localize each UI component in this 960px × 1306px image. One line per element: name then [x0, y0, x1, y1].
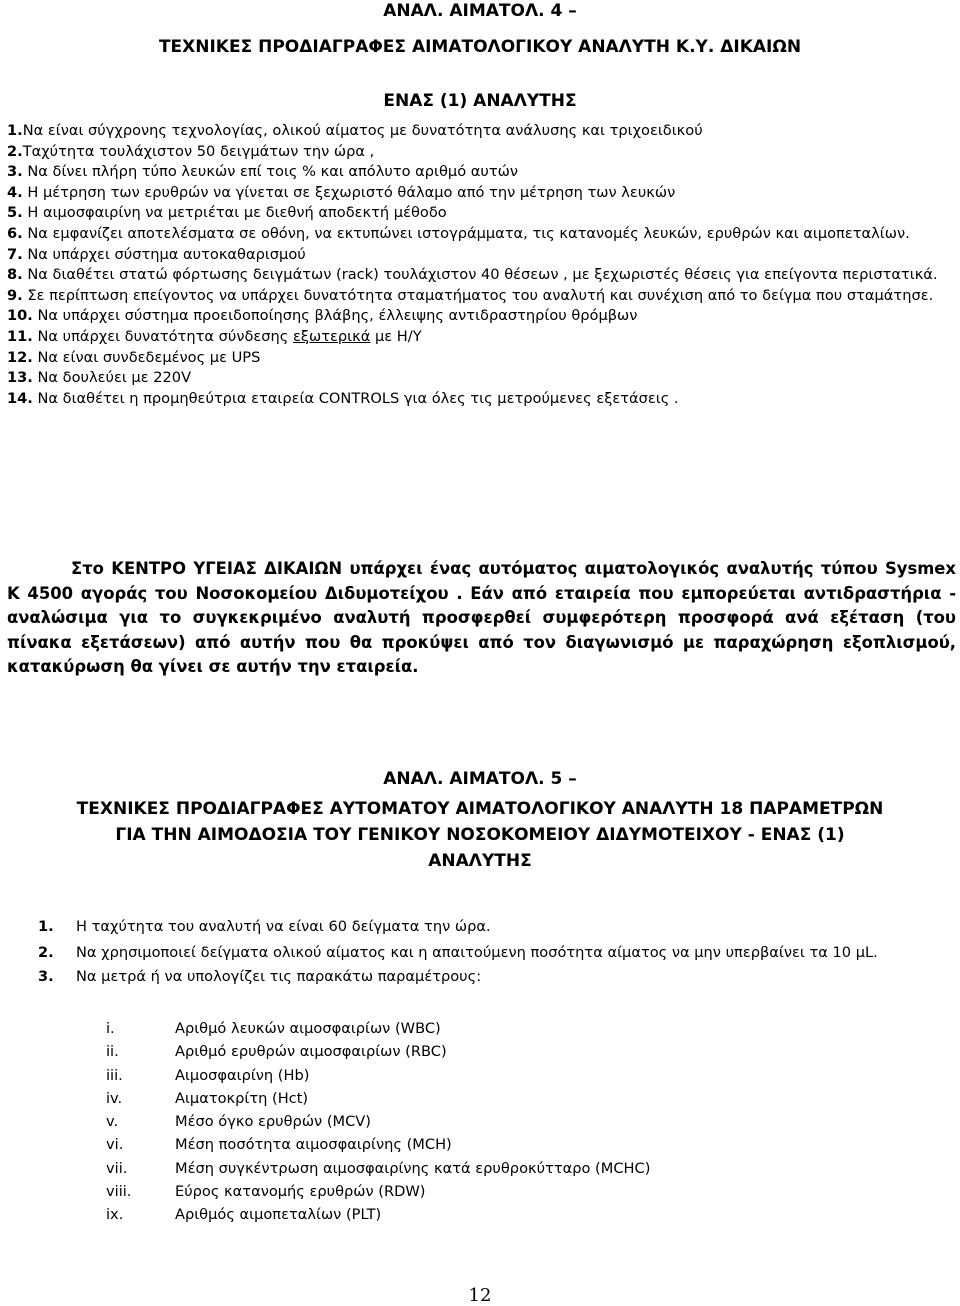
parameter-number: vi.: [106, 1136, 124, 1154]
item-number: 1.: [7, 122, 23, 139]
parameter-item: [106, 1157, 706, 1180]
item-number: 2.: [7, 142, 23, 160]
item-number: 8.: [7, 266, 23, 284]
item-text: Να δουλεύει με 220V: [32, 369, 192, 387]
item-number: 14.: [7, 389, 33, 407]
parameter-item: [106, 1110, 706, 1133]
item-number: 11.: [7, 327, 33, 345]
parameter-item: [106, 1133, 706, 1156]
section2-title-line1: ΑΝΑΛ. ΑΙΜΑΤΟΛ. 5 –: [383, 769, 577, 789]
parameter-text: Αιμοσφαιρίνη (Hb): [175, 1066, 310, 1084]
parameter-text: Αιματοκρίτη (Hct): [175, 1089, 309, 1107]
parameter-text: Μέσο όγκο ερυθρών (MCV): [175, 1113, 371, 1131]
item-number: 5.: [7, 204, 23, 222]
parameter-number: v.: [106, 1113, 119, 1131]
item-text: Να διαθέτει η προμηθεύτρια εταιρεία CONTROLS για όλες τις μετρούμενες εξετάσεις .: [32, 389, 679, 407]
list-item: [7, 327, 957, 348]
parameter-item: [106, 1180, 706, 1203]
item-text: Να είναι συνδεδεμένος με UPS: [32, 348, 261, 366]
list-item: [38, 917, 956, 938]
list-item: [7, 183, 957, 204]
parameter-text: Μέση συγκέντρωση αιμοσφαιρίνης κατά ερυθροκύτταρο (MCHC): [175, 1159, 651, 1177]
item-number: 2.: [38, 943, 54, 961]
item-text: Η μέτρηση των ερυθρών να γίνεται σε ξεχωριστό θάλαμο από την μέτρηση των λευκών: [22, 183, 676, 201]
section1-title-line3: ΕΝΑΣ (1) ΑΝΑΛΥΤΗΣ: [383, 91, 577, 111]
section1-title-line1: ΑΝΑΛ. ΑΙΜΑΤΟΛ. 4 –: [383, 1, 577, 21]
section1-note-paragraph: [7, 557, 956, 680]
item-text: Να υπάρχει σύστημα προειδοποίησης βλάβης, έλλειψης αντιδραστηρίου θρόμβων: [32, 307, 638, 325]
list-item: [7, 245, 957, 266]
list-item: [38, 943, 956, 964]
parameter-item: [106, 1040, 706, 1063]
item-text: Να είναι σύγχρονης τεχνολογίας, ολικού αίματος με δυνατότητα ανάλυσης και τριχοειδικού: [22, 122, 703, 139]
parameter-number: ix.: [106, 1206, 124, 1224]
item-text: Η αιμοσφαιρίνη να μετριέται με διεθνή αποδεκτή μέθοδο: [22, 204, 447, 222]
parameter-number: viii.: [106, 1183, 132, 1201]
item-number: 12.: [7, 348, 33, 366]
item-number: 13.: [7, 369, 33, 387]
item-text: Να διαθέτει στατώ φόρτωσης δειγμάτων (rack) τουλάχιστον 40 θέσεων , με ξεχωριστές θέσεις για επείγοντα περιστατικά.: [22, 266, 938, 284]
item-number: 3.: [38, 968, 54, 986]
parameter-item: [106, 1017, 706, 1040]
parameters-list: [106, 1017, 706, 1227]
parameter-text: Μέση ποσότητα αιμοσφαιρίνης (MCH): [175, 1136, 452, 1154]
list-item: [7, 203, 957, 224]
list-item: [7, 265, 957, 286]
parameter-item: [106, 1203, 706, 1226]
parameter-number: iii.: [106, 1066, 123, 1084]
parameter-text: Αριθμό λευκών αιμοσφαιρίων (WBC): [175, 1020, 441, 1037]
item-number: 6.: [7, 224, 23, 242]
list-item: [7, 306, 957, 327]
item-number: 9.: [7, 286, 23, 304]
list-item: [7, 224, 957, 245]
list-item: [7, 286, 957, 307]
item-text-underlined: εξωτερικά: [293, 327, 371, 345]
section2-title-line2: ΤΕΧΝΙΚΕΣ ΠΡΟΔΙΑΓΡΑΦΕΣ ΑΥΤΟΜΑΤΟΥ ΑΙΜΑΤΟΛΟΓΙΚΟΥ ΑΝΑΛΥΤΗ 18 ΠΑΡΑΜΕΤΡΩΝ: [76, 799, 884, 819]
item-text: Να χρησιμοποιεί δείγματα ολικού αίματος και η απαιτούμενη ποσότητα αίματος να μην υπερβαίνει τα 10 μL.: [76, 943, 878, 961]
section2-title-line3: ΓΙΑ ΤΗΝ ΑΙΜΟΔΟΣΙΑ ΤΟΥ ΓΕΝΙΚΟΥ ΝΟΣΟΚΟΜΕΙΟΥ ΔΙΔΥΜΟΤΕΙΧΟΥ - ΕΝΑΣ (1): [115, 825, 845, 845]
list-item: [7, 162, 957, 183]
section2-requirements-list: [38, 917, 956, 988]
item-text: Ταχύτητα τουλάχιστον 50 δειγμάτων την ώρα ,: [22, 142, 375, 160]
section1-requirements-list: [7, 121, 957, 409]
parameter-number: iv.: [106, 1089, 123, 1107]
list-item: [7, 142, 957, 163]
item-text: με Η/Υ: [370, 327, 422, 345]
section1-title-line2: ΤΕΧΝΙΚΕΣ ΠΡΟΔΙΑΓΡΑΦΕΣ ΑΙΜΑΤΟΛΟΓΙΚΟΥ ΑΝΑΛΥΤΗ Κ.Υ. ΔΙΚΑΙΩΝ: [158, 37, 802, 57]
item-number: 4.: [7, 183, 23, 201]
page-number: 12: [468, 1285, 492, 1306]
list-item: [7, 368, 957, 389]
parameter-text: Αριθμό ερυθρών αιμοσφαιρίων (RBC): [175, 1043, 447, 1061]
list-item: [7, 121, 957, 142]
section2-title-line4: ΑΝΑΛΥΤΗΣ: [428, 851, 532, 871]
parameter-number: ii.: [106, 1043, 119, 1061]
parameter-number: vii.: [106, 1159, 128, 1177]
parameter-item: [106, 1064, 706, 1087]
item-text: Η ταχύτητα του αναλυτή να είναι 60 δείγματα την ώρα.: [76, 918, 491, 935]
item-text: Σε περίπτωση επείγοντος να υπάρχει δυνατότητα σταματήματος του αναλυτή και συνέχιση από το δείγμα που σταμάτησε.: [22, 286, 934, 304]
item-number: 7.: [7, 245, 23, 263]
item-text: Να εμφανίζει αποτελέσματα σε οθόνη, να εκτυπώνει ιστογράμματα, τις κατανομές λευκών, ερυθρών και αιμοπεταλίων.: [22, 224, 910, 242]
list-item: [7, 348, 957, 369]
parameter-item: [106, 1087, 706, 1110]
item-number: 1.: [38, 918, 54, 935]
parameter-text: Αριθμός αιμοπεταλίων (PLT): [175, 1206, 382, 1224]
item-text: Να υπάρχει σύστημα αυτοκαθαρισμού: [22, 245, 306, 263]
item-number: 10.: [7, 307, 33, 325]
parameter-text: Εύρος κατανομής ερυθρών (RDW): [175, 1183, 426, 1201]
parameter-number: i.: [106, 1020, 115, 1037]
paragraph-text: Στο ΚΕΝΤΡΟ ΥΓΕΙΑΣ ΔΙΚΑΙΩΝ υπάρχει ένας αυτόματος αιματολογικός αναλυτής τύπου Sysmex K 4500 αγοράς του Νοσοκομείου Διδυμοτείχου . Εάν από εταιρεία που εμπορεύεται αντιδραστήρια - αναλώσιμα για το συγκεκριμένο αναλυτή προσφερθεί συμφερότερη προσφορά ανά εξέταση (του πίνακα εξετάσεων) από αυτήν που θα προκύψει από τον διαγωνισμό με παραχώρηση εξοπλισμού, κατακύρωση θα γίνει σε αυτήν την εταιρεία.: [7, 559, 956, 676]
item-text: Να υπάρχει δυνατότητα σύνδεσης: [32, 327, 293, 345]
item-text: Να μετρά ή να υπολογίζει τις παρακάτω παραμέτρους:: [76, 968, 482, 986]
list-item: [7, 389, 957, 410]
item-number: 3.: [7, 163, 23, 181]
item-text: Να δίνει πλήρη τύπο λευκών επί τοις % και απόλυτο αριθμό αυτών: [22, 163, 518, 181]
list-item: [38, 967, 956, 988]
